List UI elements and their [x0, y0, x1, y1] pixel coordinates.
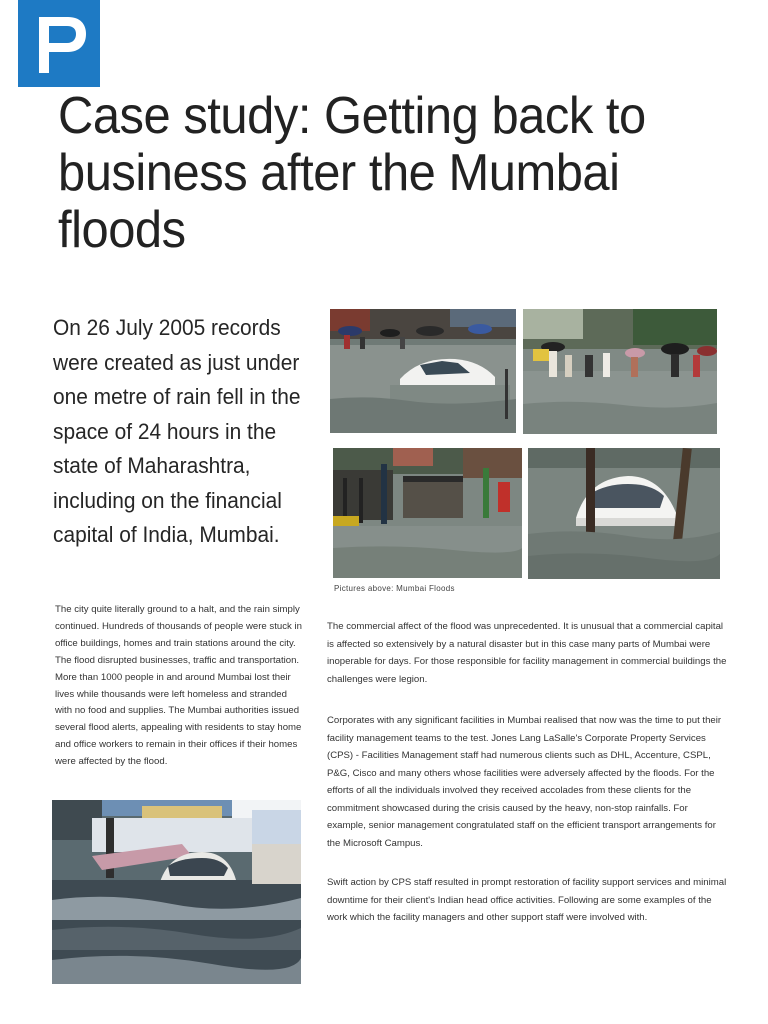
lead-paragraph: On 26 July 2005 records were created as just under one metre of rain fell in the space of 24 hours in the state of Maharashtra, including on the financial capital of India, Mumbai.: [53, 315, 301, 547]
logo-badge: [18, 0, 100, 87]
flood-photo-car-poles: [528, 448, 720, 579]
photo-caption: Pictures above: Mumbai Floods: [334, 584, 455, 593]
p-letter-icon: [18, 0, 100, 87]
left-column-text: The city quite literally ground to a halt, and the rain simply continued. Hundreds of thousands of people were stuck in office buildings, homes and train stations around the city. The flood disrupted businesses, traffic and transportation. More than 1000 people in and around Mumbai lost their lives while thousands were left homeless and stranded with no food and supplies. The Mumbai authorities issued several flood alerts, appealing with residents to stay home and office workers to remain in their offices if their homes were affected by the flood.: [55, 604, 302, 768]
right-column-paragraph-1: The commercial affect of the flood was unprecedented. It is unusual that a commercial capital is affected so extensively by a natural disaster but in this case many parts of Mumbai were inoperable for days. For those responsible for facility management in commercial buildings the challenges were legion.: [327, 621, 727, 685]
right-column-paragraph-2: Corporates with any significant facilities in Mumbai realised that now was the time to put their facility management teams to the test. Jones Lang LaSalle's Corporate Property Services (CPS) - Facilities Management staff had numerous clients such as DHL, Accenture, CSPL, P&G, Cisco and many others whose facilities were adversely affected by the floods. For the efforts of all the individuals involved they received accolades from these clients for the commitment showcased during the crisis caused by the heavy, non-stop rainfalls. For example, senior management congratulated staff on the efficient transport arrangements for the Microsoft Campus.: [327, 715, 722, 849]
flood-photo-parking: [52, 800, 301, 984]
right-column-paragraph-3: Swift action by CPS staff resulted in prompt restoration of facility support services and minimal downtime for their client's Indian head office activities. Following are some examples of the work which the facility managers and other support staff were involved with.: [327, 877, 727, 923]
flood-photo-station: [333, 448, 522, 578]
flood-photo-people-wading: [523, 309, 717, 434]
flood-photo-street-car: [330, 309, 516, 433]
page-title: Case study: Getting back to business after the Mumbai floods: [58, 87, 646, 259]
